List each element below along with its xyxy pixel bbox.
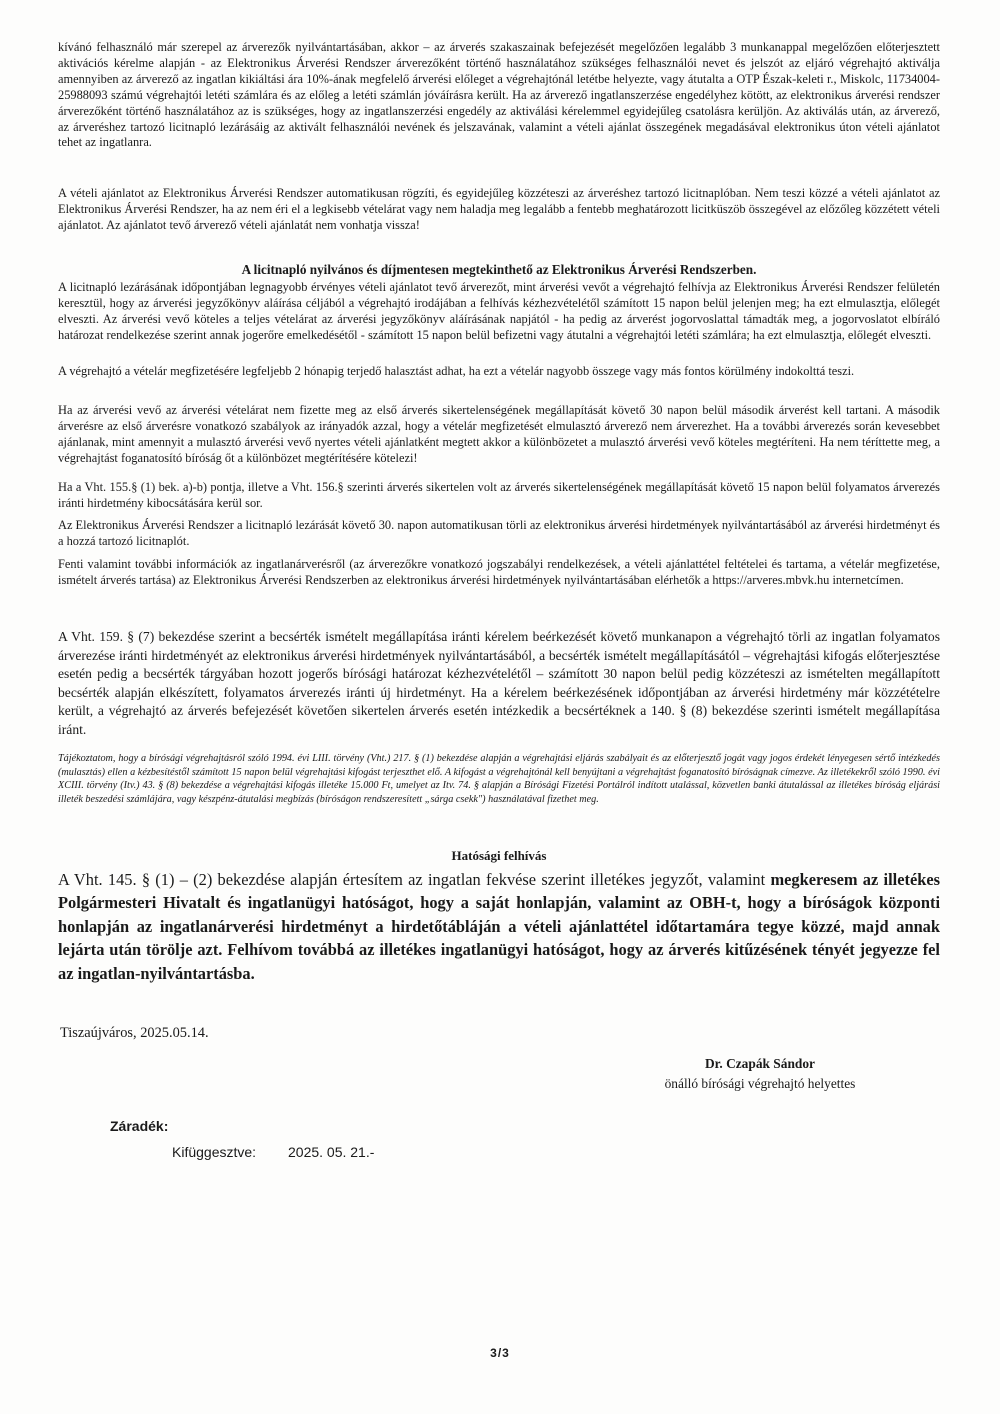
clause-posted-date: 2025. 05. 21.- <box>288 1144 375 1160</box>
clause-posted-row <box>172 1144 374 1160</box>
paragraph-continuous-auction: Ha a Vht. 155.§ (1) bek. a)-b) pontja, illetve a Vht. 156.§ szerinti árverés sikertelen volt az árverés sikertelenségének megállapítását követő 15 napon belül folyamatos árverezés iránti hirdetmény kibocsátására kerül sor. <box>58 480 940 510</box>
official-notice-request: megkeresem az illetékes Polgármesteri Hivatalt és ingatlanügyi hatóságot, hogy a saját honlapján, valamint az OBH-t, hogy a bíróságok központi honlapján az ingatlanárverési hirdetményt a hirdetőtábláján a vételi ajánlattétel időtartamára tegye közzé, majd annak lejárta után törölje azt. Felhívom továbbá az illetékes ingatlanügyi hatóságot, hogy az árverés kitűzésének tényét jegyezze fel az ingatlan-nyilvántartásba. <box>58 870 940 983</box>
paragraph-activation: kívánó felhasználó már szerepel az árverezők nyilvántartásában, akkor – az árverés szakaszainak befejezését megelőzően legalább 3 munkanappal megelőzően előterjesztett aktivációs kérelme alapján - az Elektronikus Árverési Rendszer árverezőként történő használatához szükséges felhasználói nevet és jelszót az eljáró végrehajtó aktiválja amennyiben az árverező az ingatlan kikiáltási ára 10%-ának megfelelő árverési előleget a végrehajtónál letétbe helyezte, vagy átutalta a OTP Észak-keleti r., Miskolc, 11734004-25988093 számú végrehajtói letéti számlára és az előleg a letéti számlán jóváírásra került. Ha az árverező ingatlanszerzése engedélyhez kötött, az elektronikus árverési rendszer árverezőként történő használatához az is szükséges, hogy az ingatlanszerzési engedély az aktiválási kérelemmel egyidejűleg csatolásra kerüljön. Az aktiválás után, az árverező, az árveréshez tartozó licitnapló lezárásáig az aktivált felhasználói nevének és jelszavának, valamint a vételi ajánlat összegének megadásával elektronikus úton vételi ajánlatot tehet az ingatlanra. <box>58 40 940 150</box>
paragraph-auto-delete: Az Elektronikus Árverési Rendszer a licitnapló lezárását követő 30. napon automatikusan törli az elektronikus árverési hirdetmények nyilvántartásából az árverési hirdetményt és a hozzá tartozó licitnaplót. <box>58 518 940 548</box>
clause-label: Záradék: <box>110 1118 169 1134</box>
paragraph-further-info: Fenti valamint további információk az ingatlanárverésről (az árverezőkre vonatkozó jogszabályi rendelkezések, a vételi ajánlattétel feltételei és tartama, a vételár megfizetése, ismételt árverés tartása) az Elektronikus Árverési Rendszerben az elektronikus árverési hirdetmények nyilvántartásában elérhetők a https://arveres.mbvk.hu internetcímen. <box>58 557 940 587</box>
paragraph-second-auction: Ha az árverési vevő az árverési vételárat nem fizette meg az első árverés sikertelenségének megállapítását követő 30 napon belül második árverést kell tartani. A második árverésre az első árverésre vonatkozó szabályok az irányadók azzal, hogy a vételár megfizetését elmulasztó árverező nem árverezhet. Ha a további árverezés során kevesebbet ajánlanak, mint amennyit a mulasztó árverési vevő nyertes vételi ajánlatként megtett akkor a különbözetet a mulasztó árverési vevő köteles megtéríteni. Ha nem téríttette meg, a végrehajtást foganatosító bíróság őt a különbözet megtérítésére kötelezi! <box>58 403 940 465</box>
official-notice-intro: A Vht. 145. § (1) – (2) bekezdése alapján értesítem az ingatlan fekvése szerint illetékes jegyzőt, valamint <box>58 870 766 889</box>
clause-posted-key: Kifüggesztve: <box>172 1144 257 1160</box>
official-notice-heading: Hatósági felhívás <box>451 848 547 863</box>
paragraph-auction-buyer: A licitnapló lezárásának időpontjában legnagyobb érvényes vételi ajánlatot tevő árverezőt, mint árverési vevőt a végrehajtó felhívja az Elektronikus Árverési Rendszer felületén keresztül, hogy az árverési jegyzőkönyv aláírása céljából a végrehajtó irodájában a felhívás kézhezvételétől számított 15 napon belül jelenjen meg; ha ezt elmulasztja, előlegét elveszti. Az árverési vevő köteles a teljes vételárat az árverési jegyzőkönyv aláírásának napjától - ha pedig az árverést jogorvoslattal támadták meg, a jogorvoslatot elbíráló határozat rendelkezése szerint annak jogerőre emelkedésétől - számított 15 napon belül befizetni vagy átutalni a végrehajtói letéti számlára; ha ezt elmulasztja, előlegét elveszti. <box>58 280 940 342</box>
notice-legal-remedy: Tájékoztatom, hogy a bírósági végrehajtásról szóló 1994. évi LIII. törvény (Vht.) 217. § (1) bekezdése alapján a végrehajtási eljárás szabályait és az előterjesztő jogát vagy jogos érdekét lényegesen sértő intézkedés (mulasztás) ellen a kézbesítéstől számított 15 napon belül végrehajtási kifogást terjeszthet elő. A kifogást a végrehajtónál kell benyújtani a végrehajtást foganatosító bíróságnak címezve. Az illetékekről szóló 1990. évi XCIII. törvény (Itv.) 43. § (8) bekezdése a végrehajtási kifogás illetéke 15.000 Ft, umelyet az Itv. 74. § alapján a Bírósági Fizetési Portálról indított utalással, közvetlen banki átutalással az illetékes bíróság eljárási illeték beszedési számlájára, vagy készpénz-átutalási megbízás (bíróságon rendszeresített „sárga csekk") használatával fizethet meg. <box>58 753 940 805</box>
signatory-name: Dr. Czapák Sándor <box>704 1056 815 1071</box>
paragraph-bid-recording: A vételi ajánlatot az Elektronikus Árverési Rendszer automatikusan rögzíti, és egyidejűleg közzéteszi az árveréshez tartozó licitnaplóban. Nem teszi közzé a vételi ajánlatot az Elektronikus Árverési Rendszer, ha az nem éri el a legkisebb vételárat vagy nem haladja meg legalább a fentebb meghatározott licitküszöb összegével az előzőleg közzétett vételi ajánlatot. Az ajánlatot tevő árverező vételi ajánlatát nem vonhatja vissza! <box>58 186 940 232</box>
paragraph-valuation: A Vht. 159. § (7) bekezdése szerint a becsérték ismételt megállapítása iránti kérelem beérkezését követő munkanapon a végrehajtó törli az ingatlan folyamatos árverezése iránti hirdetményét az elektronikus árverési hirdetmények nyilvántartásából, a becsérték ismételt megállapításától – végrehajtási kifogás előterjesztése esetén pedig a becsérték tárgyában hozott jogerős bírósági határozat kézhezvételétől – számított 30 napon belül pedig közzéteszi az ismételten megállapított becsérték alapján elkészített, folyamatos árverezés iránti új hirdetményt. Ha a kérelem beérkezésének időpontjában az árverési hirdetmény már közzétételre került, a végrehajtó az árverés befejezését követően sikertelen árverés esetén intézkedik a becsértéknek a 140. § (8) bekezdése szerinti ismételt megállapítása iránt. <box>58 629 940 737</box>
page-number: 3/3 <box>490 1346 510 1360</box>
signatory-title: önálló bírósági végrehajtó helyettes <box>664 1076 856 1091</box>
paragraph-payment-deferral: A végrehajtó a vételár megfizetésére legfeljebb 2 hónapig terjedő halasztást adhat, ha ezt a vételár nagyobb összege vagy más fontos körülmény indokolttá teszi. <box>58 364 855 378</box>
official-notice-body <box>58 868 940 985</box>
section-heading-licitnaplo: A licitnapló nyilvános és díjmentesen megtekinthető az Elektronikus Árverési Rendszerben. <box>241 262 757 277</box>
place-and-date: Tiszaújváros, 2025.05.14. <box>60 1025 209 1041</box>
